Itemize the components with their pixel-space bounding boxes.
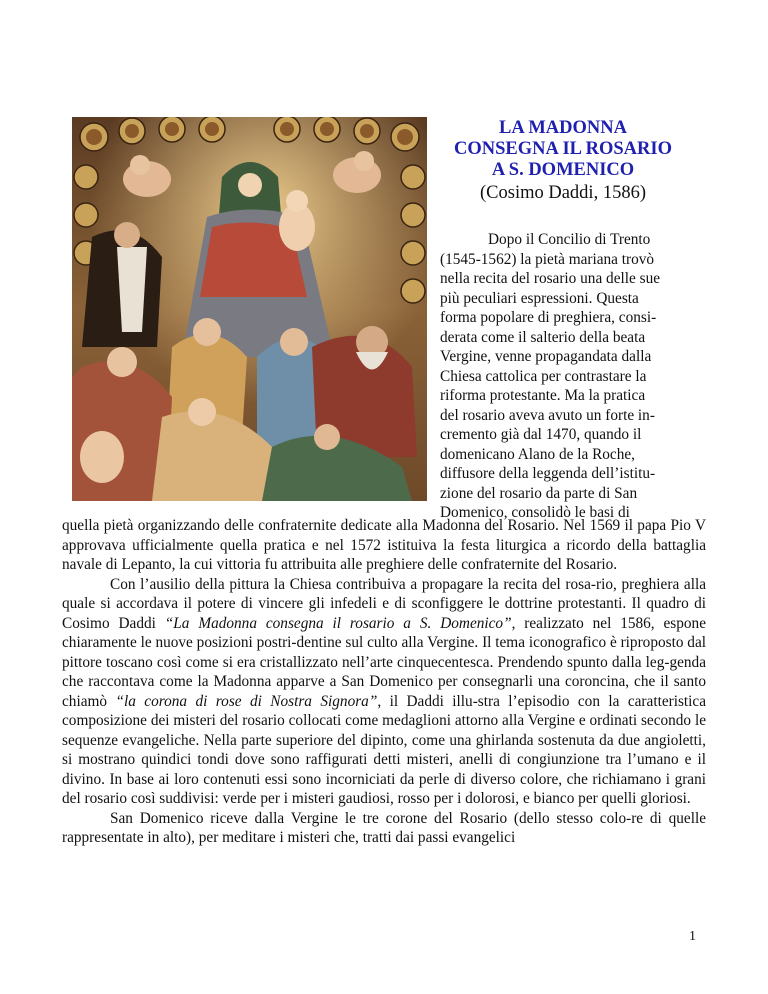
painting-image (72, 117, 427, 501)
side-line: Domenico, consolidò le basi di (440, 504, 630, 521)
side-line: zione del rosario da parte di San (440, 484, 638, 502)
title-block (432, 118, 694, 204)
title-line-1: LA MADONNA (499, 118, 627, 138)
side-line: derata come il salterio della beata (440, 328, 646, 346)
body-text (62, 516, 706, 848)
painting-title-italic: “La Madonna consegna il rosario a S. Domenico” (164, 614, 512, 632)
side-line: domenicano Alano de la Roche, (440, 445, 635, 463)
paragraph-3: San Domenico riceve dalla Vergine le tre corone del Rosario (dello stesso colo-re di quelle rappresentate in alto), per meditare i misteri che, tratti dai passi evangelici (62, 809, 706, 846)
side-line: cremento già dal 1470, quando il (440, 426, 642, 443)
paragraph-2 (62, 575, 706, 809)
side-line: diffusore della leggenda dell’istitu- (440, 465, 656, 482)
side-line: del rosario aveva avuto un forte in- (440, 406, 655, 424)
side-line: più peculiari espressioni. Questa (440, 289, 639, 307)
title-line-3: A S. DOMENICO (491, 160, 635, 180)
side-line: Chiesa cattolica per contrastare la (440, 367, 647, 385)
document-title (432, 118, 694, 181)
side-line: Dopo il Concilio di Trento (488, 231, 651, 248)
paragraph-2-text-b: , realizzato nel 1586, espone chiaramente le nuove posizioni postri-dentine sul culto alla Vergine. Il tema iconografico è riproposto dal pittore toscano così come si era cristallizzato nell’arte cinquecentesca. Prendendo spunto dalla leg-genda che raccontava come la Madonna apparve a San Domenico per consegnarli una coroncina, che il santo chiamò (62, 614, 706, 710)
title-line-2: CONSEGNA IL ROSARIO (454, 139, 672, 159)
side-line: Vergine, venne propagandata dalla (440, 348, 652, 365)
page-number: 1 (689, 929, 696, 944)
painting-caption: (Cosimo Daddi, 1586) (480, 183, 646, 203)
side-line: riforma protestante. Ma la pratica (440, 387, 646, 404)
paragraph-1-side (440, 230, 686, 523)
side-line: (1545-1562) la pietà mariana trovò (440, 250, 655, 268)
side-line: forma popolare di preghiera, consi- (440, 309, 657, 326)
quote-italic: “la corona di rose di Nostra Signora” (115, 692, 378, 710)
side-line: nella recita del rosario una delle sue (440, 270, 661, 287)
paragraph-2-text-c: , il Daddi illu-stra l’episodio con la caratteristica composizione dei misteri del rosario collocati come medaglioni attorno alla Vergine e ordinati secondo le sequenze evangeliche. Nella parte superiore del dipinto, come una ghirlanda sostenuta da due angioletti, si mostrano quindici tondi dove sono raffigurati detti misteri, anelli di congiunzione tra l’umano e il divino. In base ai loro contenuti essi sono incorniciati da perle di diverso colore, che richiamano i grani del rosario così suddivisi: verde per i misteri gaudiosi, rosso per i dolorosi, e bianco per quelli gloriosi. (62, 692, 706, 807)
paragraph-1-rest: quella pietà organizzando delle confraternite dedicate alla Madonna del Rosario. Nel 1569 il papa Pio V approvava ufficialmente quella pratica e nel 1572 istituiva la festa liturgica a ricordo della battaglia navale di Lepanto, la cui vittoria fu attribuita alle preghiere delle confraternite del Rosario. (62, 517, 706, 573)
paragraph-2-text-a: Con l’ausilio della pittura la Chiesa contribuiva a propagare la recita del rosa-rio, preghiera alla quale si accordava il potere di vincere gli infedeli e di sconfiggere le dottrine protestanti. Il quadro di Cosimo Daddi (62, 575, 706, 632)
